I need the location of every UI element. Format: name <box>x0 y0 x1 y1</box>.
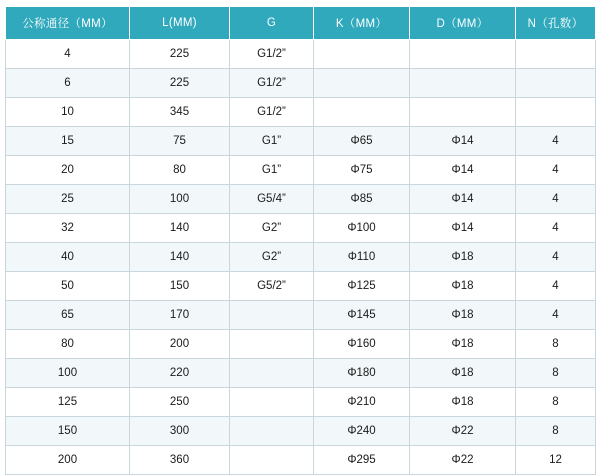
cell-d <box>410 69 516 98</box>
cell-g: G2” <box>230 243 314 272</box>
cell-l: 75 <box>130 127 230 156</box>
cell-l: 150 <box>130 272 230 301</box>
column-header-n: N（孔数） <box>516 7 596 40</box>
cell-n: 4 <box>516 272 596 301</box>
cell-k <box>314 98 410 127</box>
cell-g <box>230 359 314 388</box>
cell-g: G1” <box>230 127 314 156</box>
table-row <box>6 98 596 127</box>
cell-k <box>314 40 410 69</box>
cell-n: 4 <box>516 127 596 156</box>
cell-n: 4 <box>516 156 596 185</box>
cell-k: Φ125 <box>314 272 410 301</box>
cell-nominal-diameter: 150 <box>6 417 130 446</box>
cell-l: 225 <box>130 69 230 98</box>
cell-nominal-diameter: 40 <box>6 243 130 272</box>
cell-n: 4 <box>516 214 596 243</box>
cell-d: Φ14 <box>410 185 516 214</box>
cell-d: Φ18 <box>410 330 516 359</box>
table-row <box>6 243 596 272</box>
cell-g <box>230 301 314 330</box>
cell-nominal-diameter: 4 <box>6 40 130 69</box>
table-body <box>6 40 596 475</box>
table-row <box>6 301 596 330</box>
cell-nominal-diameter: 32 <box>6 214 130 243</box>
cell-l: 225 <box>130 40 230 69</box>
cell-k: Φ240 <box>314 417 410 446</box>
cell-g: G1/2” <box>230 40 314 69</box>
cell-k: Φ110 <box>314 243 410 272</box>
cell-nominal-diameter: 20 <box>6 156 130 185</box>
cell-n <box>516 98 596 127</box>
cell-n: 4 <box>516 301 596 330</box>
table-header-row <box>6 7 596 40</box>
cell-l: 220 <box>130 359 230 388</box>
column-header-d: D（MM） <box>410 7 516 40</box>
cell-l: 100 <box>130 185 230 214</box>
cell-g <box>230 446 314 475</box>
cell-d <box>410 98 516 127</box>
table-row <box>6 417 596 446</box>
table-row <box>6 388 596 417</box>
cell-l: 360 <box>130 446 230 475</box>
cell-d: Φ14 <box>410 156 516 185</box>
cell-k: Φ295 <box>314 446 410 475</box>
cell-nominal-diameter: 100 <box>6 359 130 388</box>
cell-nominal-diameter: 50 <box>6 272 130 301</box>
cell-n: 12 <box>516 446 596 475</box>
table-row <box>6 359 596 388</box>
cell-d: Φ18 <box>410 359 516 388</box>
cell-nominal-diameter: 80 <box>6 330 130 359</box>
cell-n <box>516 40 596 69</box>
cell-l: 345 <box>130 98 230 127</box>
cell-nominal-diameter: 125 <box>6 388 130 417</box>
cell-d: Φ18 <box>410 388 516 417</box>
cell-l: 170 <box>130 301 230 330</box>
cell-n <box>516 69 596 98</box>
cell-l: 250 <box>130 388 230 417</box>
cell-g: G1/2” <box>230 69 314 98</box>
cell-nominal-diameter: 15 <box>6 127 130 156</box>
cell-g: G1/2” <box>230 98 314 127</box>
cell-l: 140 <box>130 243 230 272</box>
cell-nominal-diameter: 200 <box>6 446 130 475</box>
column-header-l: L(MM) <box>130 7 230 40</box>
cell-l: 80 <box>130 156 230 185</box>
cell-g <box>230 330 314 359</box>
table-header <box>6 7 596 40</box>
cell-d: Φ18 <box>410 301 516 330</box>
cell-k: Φ160 <box>314 330 410 359</box>
cell-d: Φ14 <box>410 127 516 156</box>
cell-g: G5/2” <box>230 272 314 301</box>
cell-k: Φ100 <box>314 214 410 243</box>
table-row <box>6 330 596 359</box>
cell-g: G1” <box>230 156 314 185</box>
cell-d: Φ14 <box>410 214 516 243</box>
cell-g <box>230 417 314 446</box>
cell-d: Φ18 <box>410 272 516 301</box>
cell-n: 8 <box>516 330 596 359</box>
table-row <box>6 272 596 301</box>
table-row <box>6 185 596 214</box>
cell-n: 4 <box>516 243 596 272</box>
column-header-k: K（MM） <box>314 7 410 40</box>
column-header-g: G <box>230 7 314 40</box>
cell-k: Φ75 <box>314 156 410 185</box>
cell-d: Φ22 <box>410 446 516 475</box>
table-row <box>6 446 596 475</box>
table-row <box>6 214 596 243</box>
specification-table <box>5 6 596 475</box>
cell-k: Φ85 <box>314 185 410 214</box>
column-header-nominal-diameter: 公称通径（MM） <box>6 7 130 40</box>
cell-d: Φ18 <box>410 243 516 272</box>
cell-k: Φ180 <box>314 359 410 388</box>
cell-l: 140 <box>130 214 230 243</box>
cell-n: 8 <box>516 417 596 446</box>
table-row <box>6 69 596 98</box>
cell-nominal-diameter: 25 <box>6 185 130 214</box>
cell-l: 300 <box>130 417 230 446</box>
cell-k: Φ145 <box>314 301 410 330</box>
cell-k <box>314 69 410 98</box>
cell-k: Φ65 <box>314 127 410 156</box>
cell-nominal-diameter: 65 <box>6 301 130 330</box>
cell-nominal-diameter: 10 <box>6 98 130 127</box>
cell-n: 8 <box>516 388 596 417</box>
table-row <box>6 40 596 69</box>
cell-n: 8 <box>516 359 596 388</box>
cell-d <box>410 40 516 69</box>
cell-k: Φ210 <box>314 388 410 417</box>
cell-nominal-diameter: 6 <box>6 69 130 98</box>
cell-g: G5/4” <box>230 185 314 214</box>
cell-n: 4 <box>516 185 596 214</box>
cell-l: 200 <box>130 330 230 359</box>
table-row <box>6 156 596 185</box>
table-row <box>6 127 596 156</box>
cell-d: Φ22 <box>410 417 516 446</box>
cell-g <box>230 388 314 417</box>
cell-g: G2” <box>230 214 314 243</box>
